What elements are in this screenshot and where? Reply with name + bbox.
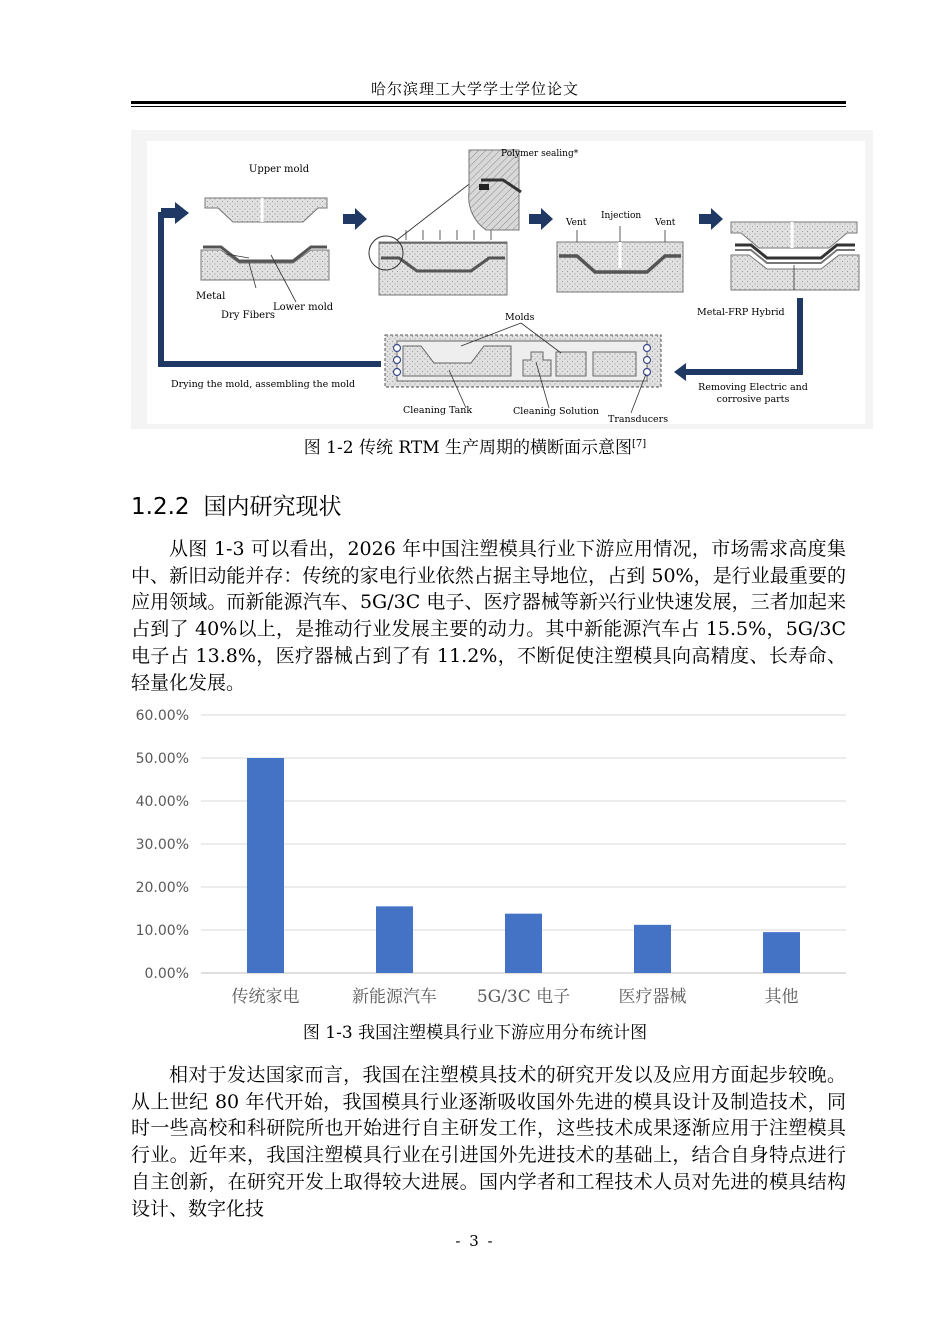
cleaning-tank xyxy=(171,312,808,425)
y-tick-label: 30.00% xyxy=(135,837,189,853)
header-rule-thick xyxy=(131,101,846,104)
bar xyxy=(376,906,413,973)
return-path xyxy=(158,212,381,367)
arrow-right-icon xyxy=(699,208,723,230)
label-upper-mold: Upper mold xyxy=(248,164,310,175)
label-drying: Drying the mold, assembling the mold xyxy=(171,379,356,390)
label-vent-right: Vent xyxy=(655,218,676,228)
header-rule-thin xyxy=(131,106,846,107)
label-injection: Injection xyxy=(601,211,642,221)
label-metal: Metal xyxy=(196,291,226,302)
label-polymer-sealing: Polymer sealing* xyxy=(501,149,579,159)
section-heading xyxy=(131,488,342,521)
y-tick-label: 60.00% xyxy=(135,708,189,724)
y-tick-label: 0.00% xyxy=(144,966,189,982)
arrow-right-icon xyxy=(529,208,553,230)
label-molds: Molds xyxy=(505,312,535,323)
bar xyxy=(763,932,800,973)
bar xyxy=(247,758,284,973)
paragraph-1-text: 从图 1-3 可以看出，2026 年中国注塑模具行业下游应用情况，市场需求高度集中、新旧动能并存：传统的家电行业依然占据主导地位，占到 50%，是行业最重要的应用领域。而新能源汽车、5G/3C 电子、医疗器械等新兴行业快速发展，三者加起来占到了 40%以上，是推动行业发展主要的动力。其中新能源汽车占 15.5%，5G/3C 电子占 13.8%，医疗器械占到了有 11.2%，不断促使注塑模具向高精度、长寿命、轻量化发展。 xyxy=(131,538,846,694)
x-tick-label: 其他 xyxy=(764,987,799,1007)
x-tick-label: 传统家电 xyxy=(231,987,300,1007)
figure-1-caption xyxy=(0,433,950,458)
arrow-right-icon xyxy=(161,202,189,224)
label-vent-left: Vent xyxy=(566,218,587,228)
paragraph-2 xyxy=(131,1062,846,1222)
arrow-right-icon xyxy=(343,208,367,230)
bar-chart xyxy=(131,700,851,1015)
label-removing-2: corrosive parts xyxy=(716,394,790,405)
y-tick-label: 40.00% xyxy=(135,794,189,810)
label-removing-1: Removing Electric and xyxy=(698,382,808,393)
x-tick-label: 医疗器械 xyxy=(618,987,687,1007)
page-number: - 3 - xyxy=(455,1232,495,1250)
paragraph-2-text: 相对于发达国家而言，我国在注塑模具技术的研究开发以及应用方面起步较晚。从上世纪 80 年代开始，我国模具行业逐渐吸收国外先进的模具设计及制造技术，同时一些高校和科研院所也开始进行自主研发工作，这些技术成果逐渐应用于注塑模具行业。近年来，我国注塑模具行业在引进国外先进技术的基础上，结合自身特点进行自主创新，在研究开发上取得较大进展。国内学者和工程技术人员对先进的模具结构设计、数字化技 xyxy=(131,1064,846,1220)
x-tick-label: 5G/3C 电子 xyxy=(476,987,571,1007)
stage-3-injection xyxy=(557,211,683,292)
label-dry-fibers: Dry Fibers xyxy=(221,310,275,321)
figure-2-caption: 图 1-3 我国注塑模具行业下游应用分布统计图 xyxy=(302,1023,648,1043)
y-tick-label: 10.00% xyxy=(135,923,189,939)
label-cleaning-tank: Cleaning Tank xyxy=(403,405,473,416)
figure-1-citation[interactable]: [7] xyxy=(632,438,647,450)
arrow-left-icon xyxy=(674,363,686,381)
y-tick-label: 50.00% xyxy=(135,751,189,767)
paragraph-1 xyxy=(131,536,846,696)
label-hybrid: Metal-FRP Hybrid xyxy=(697,307,785,318)
section-title: 国内研究现状 xyxy=(203,494,342,520)
x-tick-label: 新能源汽车 xyxy=(352,987,437,1007)
figure-1-caption-text: 图 1-2 传统 RTM 生产周期的横断面示意图 xyxy=(303,438,633,458)
rtm-cycle-diagram xyxy=(131,130,873,429)
label-lower-mold: Lower mold xyxy=(273,302,334,313)
section-number: 1.2.2 xyxy=(131,494,190,520)
label-cleaning-solution: Cleaning Solution xyxy=(513,406,600,417)
label-transducers: Transducers xyxy=(608,414,669,425)
stage-1-molds xyxy=(196,164,334,321)
bar xyxy=(634,925,671,973)
running-header: 哈尔滨理工大学学士学位论文 xyxy=(370,80,579,98)
stage-4-hybrid xyxy=(697,222,859,318)
bar xyxy=(505,914,542,973)
y-tick-label: 20.00% xyxy=(135,880,189,896)
